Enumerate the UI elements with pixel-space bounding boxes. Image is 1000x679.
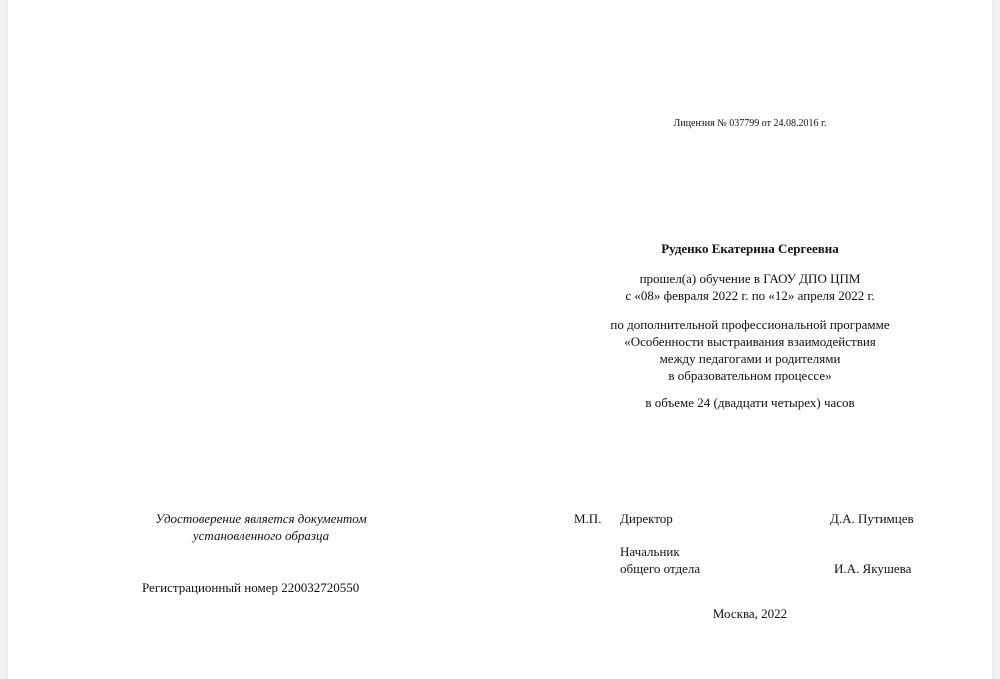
program-title-line-1: «Особенности выстраивания взаимодействия — [624, 334, 876, 349]
head-name: И.А. Якушева — [834, 561, 912, 576]
training-line-1: прошел(а) обучение в ГАОУ ДПО ЦПМ — [639, 271, 861, 286]
place-date: Москва, 2022 — [712, 606, 788, 621]
training-block — [625, 270, 874, 304]
certificate-page — [8, 0, 992, 679]
certificate-note-line-2: установленного образца — [192, 528, 330, 543]
certificate-note — [155, 510, 366, 544]
training-dates: с «08» февраля 2022 г. по «12» апреля 2022 г. — [625, 288, 875, 303]
program-intro: по дополнительной профессиональной программе — [610, 317, 890, 332]
program-block — [610, 316, 889, 384]
director-name: Д.А. Путимцев — [830, 511, 914, 526]
head-title-line-1: Начальник — [620, 544, 680, 559]
license-number: Лицензия № 037799 от 24.08.2016 г. — [673, 118, 827, 129]
director-title: Директор — [620, 511, 673, 526]
program-volume: в объеме 24 (двадцати четырех) часов — [645, 395, 855, 410]
registration-number: Регистрационный номер 220032720550 — [142, 580, 360, 595]
program-title-line-2: между педагогами и родителями — [659, 351, 841, 366]
recipient-name: Руденко Екатерина Сергеевна — [661, 241, 839, 256]
head-title-line-2: общего отдела — [620, 561, 701, 576]
program-title-line-3: в образовательном процессе» — [668, 368, 832, 383]
stamp-label: М.П. — [574, 511, 602, 526]
certificate-note-line-1: Удостоверение является документом — [155, 511, 367, 526]
